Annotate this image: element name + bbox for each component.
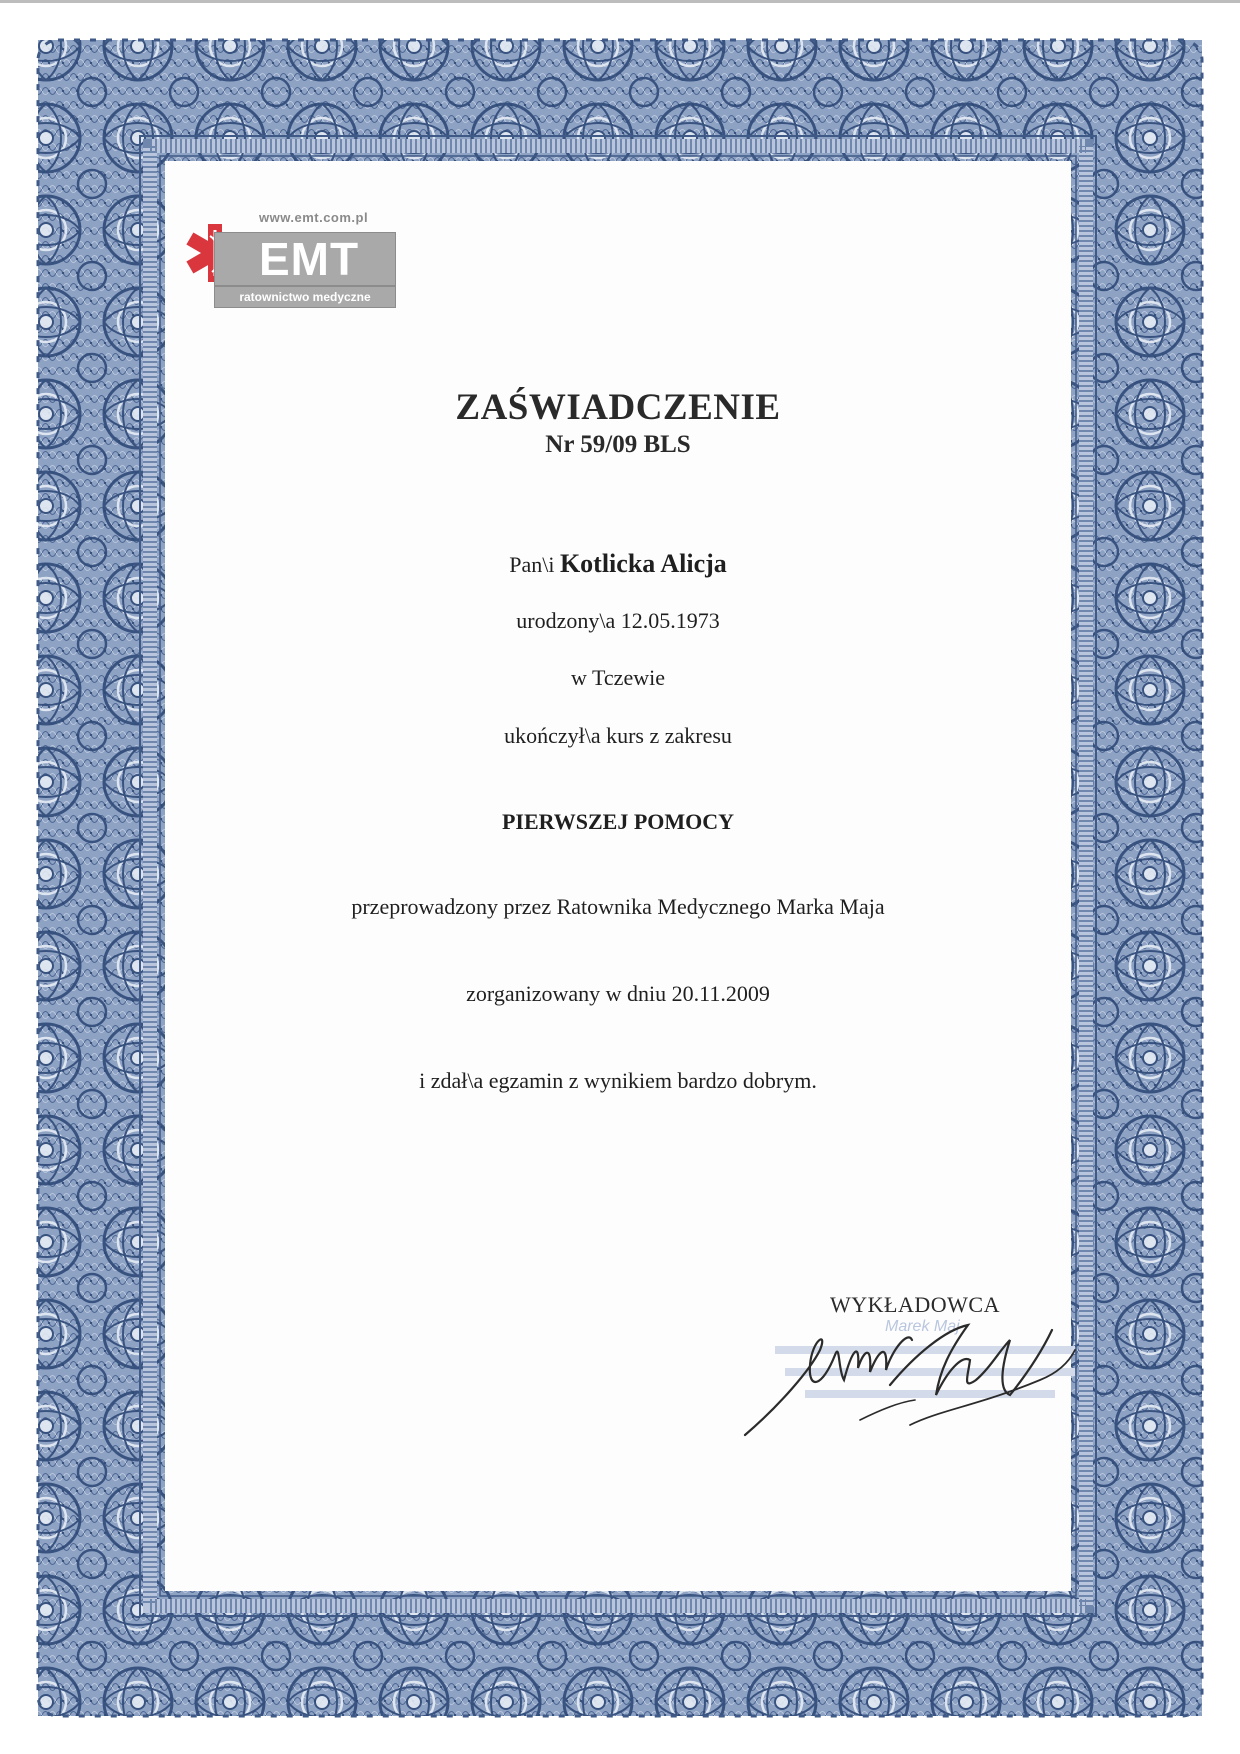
emt-logo: [184, 208, 399, 320]
signature-icon: [740, 1310, 1080, 1450]
completion-statement: ukończył\a kurs z zakresu: [504, 723, 732, 748]
lecturer-label: WYKŁADOWCA: [830, 1292, 1000, 1317]
logo-url: www.emt.com.pl: [259, 210, 369, 225]
certificate-title: ZAŚWIADCZENIE: [455, 387, 781, 428]
certificate-number: Nr 59/09 BLS: [545, 431, 691, 458]
course-name: PIERWSZEJ POMOCY: [501, 809, 735, 834]
recipient-name: Kotlicka Alicja: [559, 549, 727, 578]
conducted-by: przeprowadzony przez Ratownika Medycznego Marka Maja: [351, 894, 885, 919]
salutation: Pan\i: [509, 552, 555, 577]
birth-place: w Tczewie: [571, 665, 665, 690]
logo-box: [214, 232, 396, 286]
birth-date: urodzony\a 12.05.1973: [516, 608, 720, 633]
logo-tagline: ratownictwo medyczne: [214, 286, 396, 308]
exam-result: i zdał\a egzamin z wynikiem bardzo dobrym.: [419, 1068, 817, 1093]
stamp-name: Marek Maj: [885, 1318, 960, 1335]
recipient-line: [165, 549, 1071, 579]
organized-date: zorganizowany w dniu 20.11.2009: [466, 981, 770, 1006]
logo-brand: EMT: [259, 233, 360, 285]
